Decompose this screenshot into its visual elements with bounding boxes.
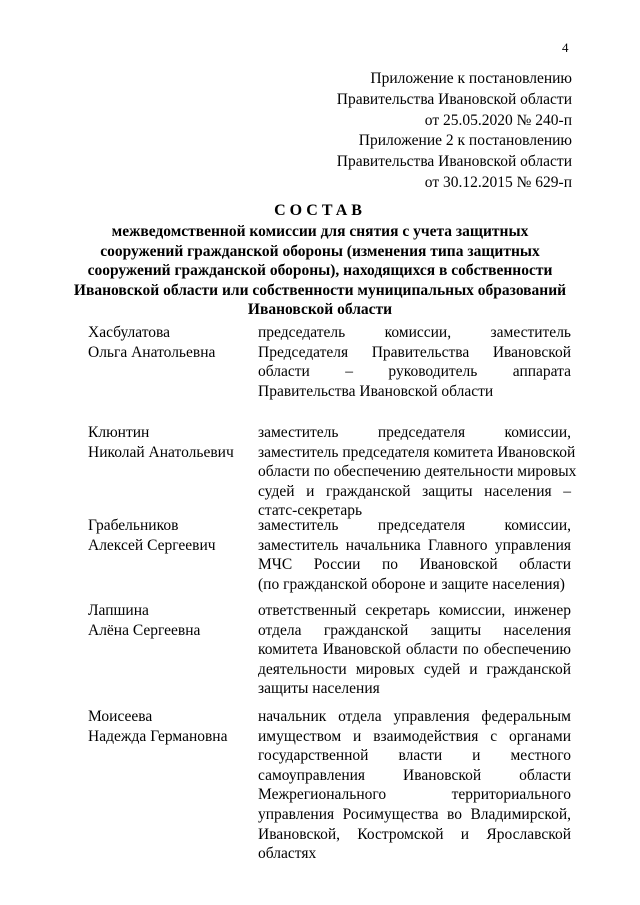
member-role <box>258 323 571 401</box>
member-given-name: Николай Анатольевич <box>88 443 234 461</box>
role-line: областях <box>258 845 317 863</box>
role-line: Председателя Правительства Ивановской <box>258 343 571 361</box>
role-line: Правительства Ивановской области <box>258 382 494 400</box>
role-line: заместитель начальника Главного управления <box>258 536 571 554</box>
role-line: заместитель председателя комиссии, <box>258 424 571 441</box>
role-line: статс-секретарь <box>258 502 363 520</box>
member-name <box>88 601 258 699</box>
member-surname: Лапшина <box>88 602 149 619</box>
appendix-2-line-3: от 30.12.2015 № 629-п <box>424 174 572 191</box>
role-line: Ивановской, Костромской и Ярославской <box>258 825 571 843</box>
role-line: ответственный секретарь комиссии, инженер <box>258 602 571 619</box>
document-heading <box>70 200 570 320</box>
document-title: СОСТАВ <box>274 202 366 219</box>
appendix-1-line-3: от 25.05.2020 № 240-п <box>424 112 572 129</box>
member-given-name: Алёна Сергеевна <box>88 621 201 639</box>
role-line: самоуправления Ивановской области <box>258 766 571 784</box>
role-line: МЧС России по Ивановской области <box>258 556 571 574</box>
role-line: Межрегионального территориального <box>258 786 571 804</box>
role-line: государственной власти и местного <box>258 747 571 765</box>
subtitle-line: сооружений гражданской обороны (изменения типа защитных <box>100 242 540 260</box>
member-entry <box>88 516 571 594</box>
member-surname: Хасбулатова <box>88 324 171 341</box>
appendix-2-line-1: Приложение 2 к постановлению <box>358 132 572 149</box>
role-line: председатель комиссии, заместитель <box>258 324 571 341</box>
member-role <box>258 601 571 699</box>
member-surname: Грабельников <box>88 517 179 534</box>
role-line: комитета Ивановской области по обеспечению <box>258 641 571 659</box>
role-line: области по обеспечению деятельности мировых <box>258 463 577 481</box>
member-given-name: Ольга Анатольевна <box>88 343 216 361</box>
member-name <box>88 423 258 521</box>
appendix-1-line-1: Приложение к постановлению <box>370 70 572 87</box>
role-line: (по гражданской обороне и защите населения) <box>258 575 565 593</box>
subtitle-line: межведомственной комиссии для снятия с учета защитных <box>111 223 529 240</box>
role-line: заместитель председателя комитета Ивановской <box>258 443 576 461</box>
page-number: 4 <box>562 40 569 55</box>
member-role <box>258 516 571 594</box>
role-line: начальник отдела управления федеральным <box>258 708 571 725</box>
role-line: защиты населения <box>258 680 380 698</box>
role-line: управления Росимущества во Владимирской, <box>258 805 571 823</box>
role-line: деятельности мировых судей и гражданской <box>258 660 571 678</box>
member-role <box>258 707 571 864</box>
member-entry <box>88 601 571 699</box>
member-entry <box>88 423 577 521</box>
appendix-reference-2 <box>337 130 572 193</box>
document-subtitle <box>70 222 570 320</box>
subtitle-line: Ивановской области или собственности муниципальных образований <box>73 281 567 299</box>
member-given-name: Алексей Сергеевич <box>88 536 216 554</box>
role-line: заместитель председателя комиссии, <box>258 517 571 534</box>
member-role <box>258 423 577 521</box>
subtitle-line: сооружений гражданской обороны), находящихся в собственности <box>87 262 553 279</box>
appendix-1-line-2: Правительства Ивановской области <box>336 91 572 108</box>
member-name <box>88 516 258 594</box>
role-line: отдела гражданской защиты населения <box>258 621 571 639</box>
role-line: области – руководитель аппарата <box>258 363 571 381</box>
subtitle-line: Ивановской области <box>247 301 393 318</box>
member-entry <box>88 707 571 864</box>
appendix-2-line-2: Правительства Ивановской области <box>336 153 572 170</box>
role-line: судей и гражданской защиты населения – <box>258 482 571 500</box>
member-name <box>88 707 258 864</box>
member-given-name: Надежда Германовна <box>88 727 228 745</box>
appendix-reference-1 <box>337 68 572 131</box>
member-name <box>88 323 258 401</box>
member-entry <box>88 323 571 401</box>
role-line: имуществом и взаимодействия с органами <box>258 727 571 745</box>
member-surname: Клюнтин <box>88 424 150 441</box>
member-surname: Моисеева <box>88 708 153 725</box>
